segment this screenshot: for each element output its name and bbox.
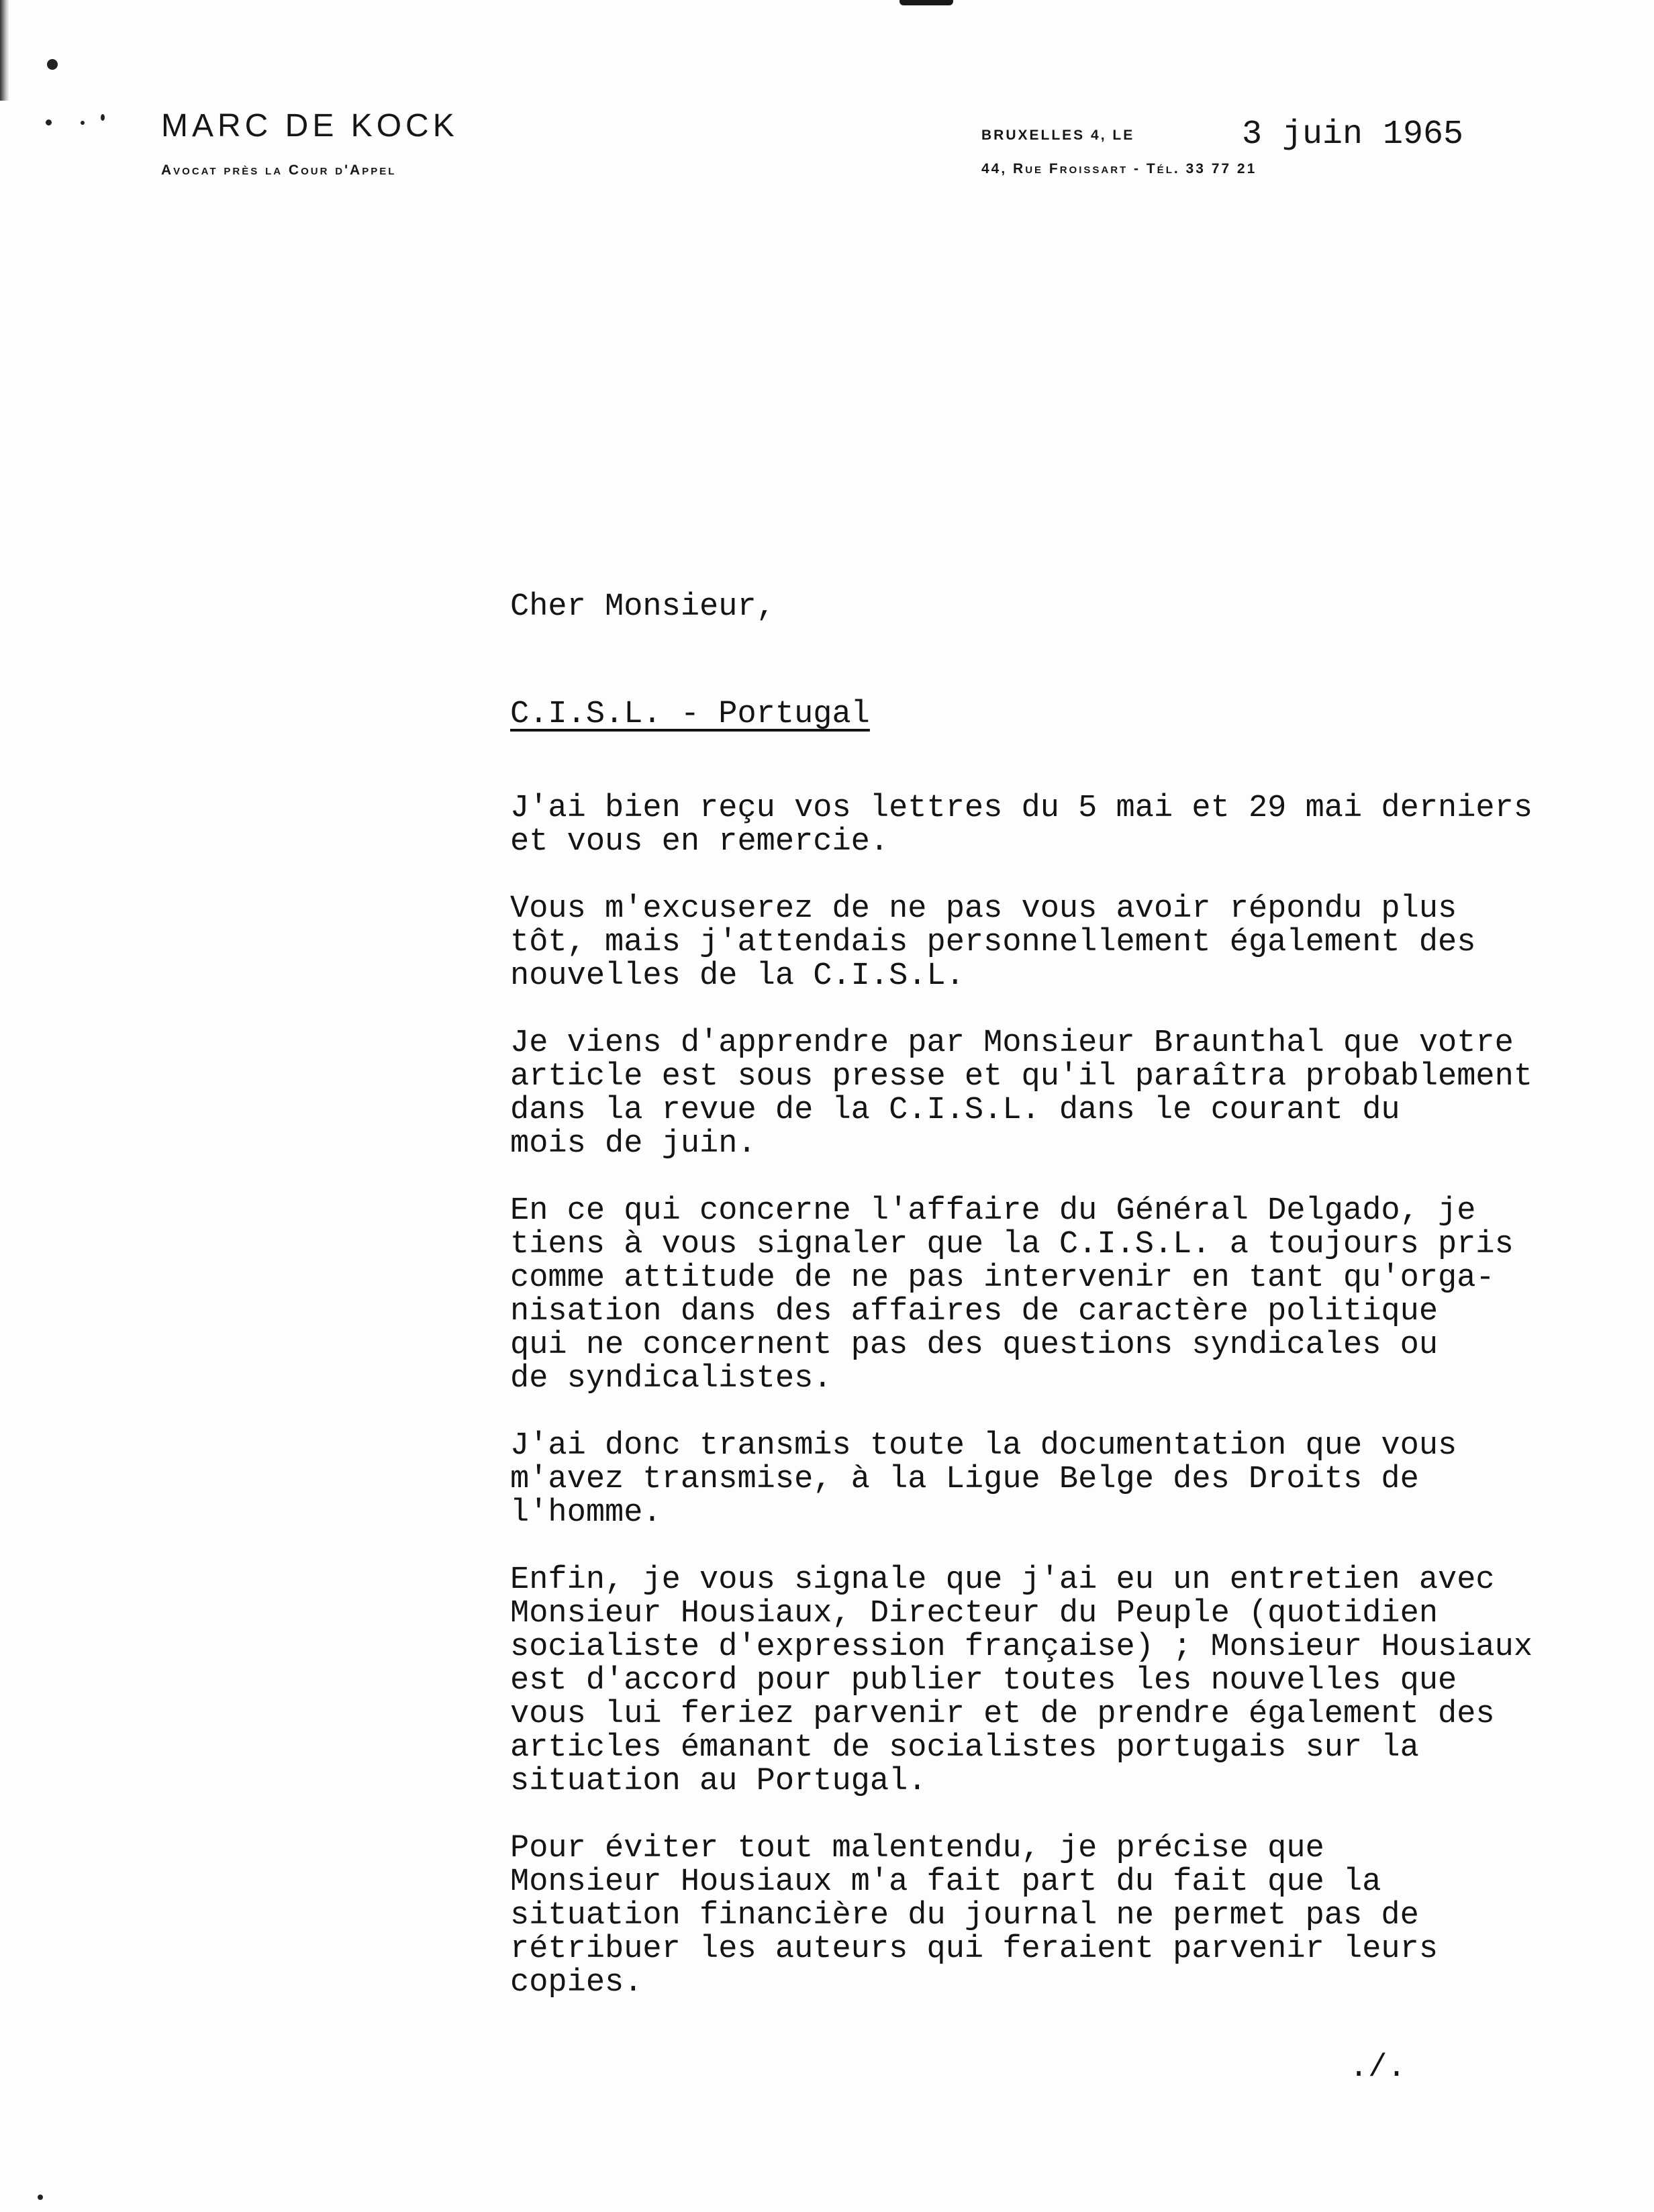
letterhead-name: MARC DE KOCK (161, 108, 458, 144)
text-line: Vous m'excuserez de ne pas vous avoir répondu plus (510, 891, 1457, 927)
text-line: situation financière du journal ne permet pas de (510, 1898, 1419, 1933)
paragraph (510, 1429, 1645, 1530)
text-line: Monsieur Housiaux, Directeur du Peuple (quotidien (510, 1596, 1439, 1631)
paragraph (510, 1832, 1645, 2000)
text-line: J'ai donc transmis toute la documentation que vous (510, 1428, 1457, 1464)
letter-date: 3 juin 1965 (1242, 115, 1464, 154)
text-line: articles émanant de socialistes portugais sur la (510, 1730, 1419, 1766)
text-line: comme attitude de ne pas intervenir en tant qu'orga- (510, 1260, 1495, 1296)
text-line: qui ne concernent pas des questions syndicales ou (510, 1327, 1439, 1363)
scan-top-mark (899, 0, 953, 5)
text-line: tiens à vous signaler que la C.I.S.L. a toujours pris (510, 1227, 1514, 1262)
text-line: et vous en remercie. (510, 824, 889, 860)
scan-edge-mark (0, 0, 9, 101)
text-line: Enfin, je vous signale que j'ai eu un entretien avec (510, 1562, 1495, 1598)
text-line: nisation dans des affaires de caractère politique (510, 1294, 1439, 1329)
text-line: socialiste d'expression française) ; Monsieur Housiaux (510, 1629, 1533, 1665)
scan-speck (47, 59, 58, 70)
subject-line: C.I.S.L. - Portugal (510, 697, 870, 732)
text-line: vous lui feriez parvenir et de prendre également des (510, 1697, 1495, 1732)
paragraph (510, 1195, 1645, 1396)
text-line: situation au Portugal. (510, 1764, 927, 1799)
text-line: Je viens d'apprendre par Monsieur Braunthal que votre (510, 1025, 1514, 1061)
letterhead-title: Avocat près la Cour d'Appel (161, 162, 397, 178)
text-line: nouvelles de la C.I.S.L. (510, 958, 965, 994)
paragraph (510, 893, 1645, 993)
text-line: Monsieur Housiaux m'a fait part du fait que la (510, 1864, 1381, 1900)
scan-speck (81, 121, 85, 125)
salutation: Cher Monsieur, (510, 589, 775, 625)
text-line: copies. (510, 1965, 643, 2001)
text-line: est d'accord pour publier toutes les nouvelles que (510, 1663, 1457, 1699)
text-line: article est sous presse et qu'il paraîtra probablement (510, 1059, 1533, 1095)
scan-speck (38, 2195, 43, 2200)
paragraph (510, 1564, 1645, 1799)
paragraph (510, 792, 1645, 859)
text-line: Pour éviter tout malentendu, je précise que (510, 1831, 1324, 1866)
scan-speck (101, 114, 105, 121)
continuation-mark: ./. (1349, 2050, 1406, 2086)
letter-body (510, 591, 1645, 2033)
text-line: J'ai bien reçu vos lettres du 5 mai et 29 mai derniers (510, 791, 1533, 826)
text-line: mois de juin. (510, 1126, 757, 1162)
text-line: tôt, mais j'attendais personnellement également des (510, 925, 1476, 960)
text-line: l'homme. (510, 1495, 662, 1531)
paragraph (510, 1027, 1645, 1161)
text-line: m'avez transmise, à la Ligue Belge des Droits de (510, 1462, 1419, 1497)
text-line: dans la revue de la C.I.S.L. dans le courant du (510, 1093, 1400, 1128)
text-line: de syndicalistes. (510, 1361, 832, 1397)
letterhead-city: BRUXELLES 4, LE (981, 128, 1135, 143)
text-line: rétribuer les auteurs qui feraient parvenir leurs (510, 1931, 1439, 1967)
scan-speck (46, 119, 52, 125)
text-line: En ce qui concerne l'affaire du Général Delgado, je (510, 1193, 1476, 1229)
letterhead-address: 44, Rue Froissart - Tél. 33 77 21 (981, 161, 1257, 177)
